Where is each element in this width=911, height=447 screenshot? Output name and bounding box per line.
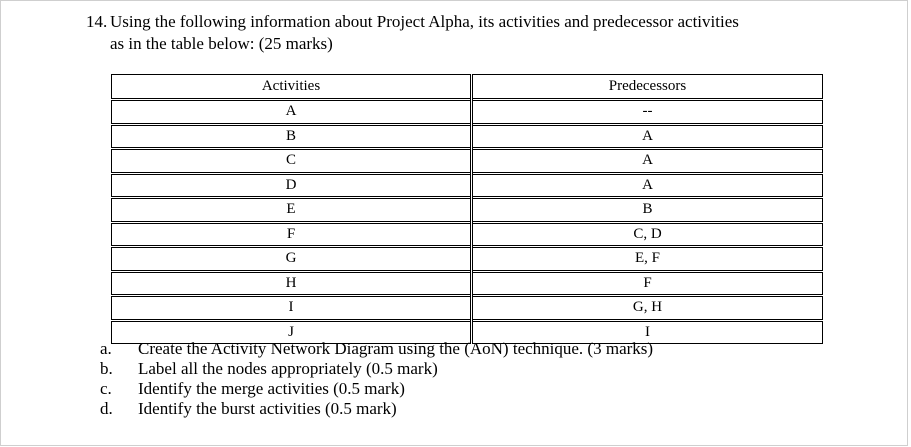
table-row xyxy=(112,149,823,174)
table-row xyxy=(112,271,823,296)
activity-cell: A xyxy=(112,100,472,125)
table-row xyxy=(112,198,823,223)
task-list xyxy=(100,339,653,419)
task-text: Label all the nodes appropriately (0.5 mark) xyxy=(138,359,438,378)
predecessor-cell: G, H xyxy=(472,296,823,321)
activities-table xyxy=(111,74,823,344)
predecessor-cell: A xyxy=(472,149,823,174)
task-text: Identify the merge activities (0.5 mark) xyxy=(138,379,405,398)
task-text: Identify the burst activities (0.5 mark) xyxy=(138,399,397,418)
table-row xyxy=(112,222,823,247)
list-marker: d. xyxy=(100,399,113,418)
predecessor-cell: I xyxy=(472,320,823,344)
predecessor-cell: -- xyxy=(472,100,823,125)
activity-cell: B xyxy=(112,124,472,149)
header-predecessors: Predecessors xyxy=(472,75,823,100)
question-number: 14. xyxy=(86,12,108,31)
predecessor-cell: E, F xyxy=(472,247,823,272)
activity-cell: E xyxy=(112,198,472,223)
list-item xyxy=(100,399,653,419)
predecessor-cell: C, D xyxy=(472,222,823,247)
table-row xyxy=(112,296,823,321)
activity-cell: G xyxy=(112,247,472,272)
question-text-line-2: as in the table below: (25 marks) xyxy=(110,34,333,53)
table-header-row xyxy=(112,75,823,100)
activity-cell: I xyxy=(112,296,472,321)
table-row xyxy=(112,124,823,149)
table-row xyxy=(112,247,823,272)
list-marker: c. xyxy=(100,379,112,398)
task-text: Create the Activity Network Diagram using the (AoN) technique. (3 marks) xyxy=(138,339,654,358)
predecessor-cell: F xyxy=(472,271,823,296)
predecessor-cell: A xyxy=(472,124,823,149)
list-marker: b. xyxy=(100,359,113,378)
activity-cell: H xyxy=(112,271,472,296)
table-row xyxy=(112,100,823,125)
activity-cell: D xyxy=(112,173,472,198)
predecessor-cell: A xyxy=(472,173,823,198)
list-marker: a. xyxy=(100,339,112,358)
activity-cell: C xyxy=(112,149,472,174)
predecessor-cell: B xyxy=(472,198,823,223)
activity-cell: J xyxy=(112,320,472,344)
question-text-line-1: Using the following information about Project Alpha, its activities and predecessor activities xyxy=(110,12,739,31)
list-item xyxy=(100,359,653,379)
list-item xyxy=(100,379,653,399)
list-item xyxy=(100,339,653,359)
activity-cell: F xyxy=(112,222,472,247)
table-row xyxy=(112,173,823,198)
header-activities: Activities xyxy=(112,75,472,100)
